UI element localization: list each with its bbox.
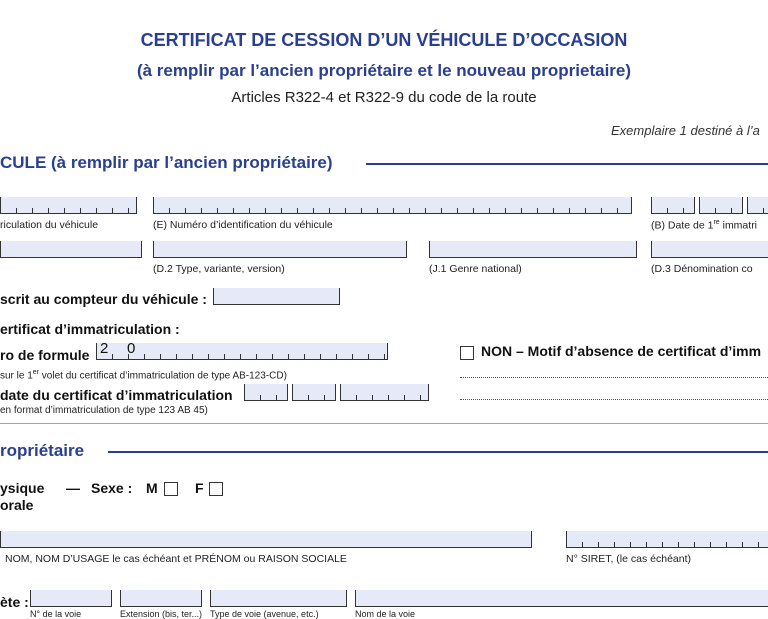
certificat-label: ertificat d’immatriculation : (0, 321, 180, 337)
date-certificat-label: date du certificat d’immatriculation (0, 387, 233, 403)
document-title: CERTIFICAT DE CESSION D’UN VÉHICULE D’OCCASION (140, 30, 628, 50)
date-certificat-hint: en format d’immatriculation de type 123 AB 45) (0, 405, 208, 416)
sexe-label: Sexe : (91, 480, 133, 496)
section-proprietaire-rule (108, 451, 768, 453)
date-certificat-month-field[interactable] (292, 384, 336, 401)
genre-national-field[interactable] (429, 241, 637, 258)
adresse-label: ète : (0, 594, 29, 610)
nom-voie-field[interactable] (355, 590, 768, 607)
date-premiere-label: (B) Date de 1re immatri (651, 219, 758, 232)
date-premiere-year-field[interactable] (747, 197, 768, 214)
immatriculation-label: riculation du véhicule (0, 219, 99, 231)
personne-physique-label: ysique (0, 480, 45, 496)
date-premiere-day-field[interactable] (651, 197, 695, 214)
type-voie-field[interactable] (210, 590, 347, 607)
compteur-label: scrit au compteur du véhicule : (0, 291, 207, 307)
formule-digit: 0 (127, 340, 136, 357)
type-variante-field[interactable] (153, 241, 407, 258)
formule-field[interactable] (96, 343, 388, 360)
immatriculation-field[interactable] (0, 197, 137, 214)
extension-field[interactable] (120, 590, 202, 607)
extension-label: Extension (bis, ter...) (120, 609, 203, 619)
type-variante-label: (D.2 Type, variante, version) (153, 263, 285, 275)
genre-national-label: (J.1 Genre national) (429, 263, 522, 275)
date-premiere-month-field[interactable] (699, 197, 743, 214)
sexe-m-checkbox[interactable] (164, 482, 178, 496)
non-motif-label: NON – Motif d’absence de certificat d’imm (481, 343, 762, 359)
non-checkbox[interactable] (460, 346, 474, 360)
personne-morale-label: orale (0, 497, 34, 513)
marque-field[interactable] (0, 241, 142, 258)
nom-field[interactable] (0, 531, 532, 548)
formule-digit: 2 (100, 340, 109, 357)
compteur-field[interactable] (213, 288, 340, 305)
sexe-m-label: M (146, 480, 158, 496)
section-vehicule-rule (366, 163, 768, 165)
date-certificat-day-field[interactable] (244, 384, 288, 401)
articles-reference: Articles R322-4 et R322-9 du code de la route (231, 89, 537, 106)
sexe-f-label: F (195, 480, 204, 496)
date-certificat-year-field[interactable] (340, 384, 429, 401)
motif-line-1[interactable] (460, 377, 768, 378)
type-voie-label: Type de voie (avenue, etc.) (210, 609, 319, 619)
section-vehicule-title: CULE (à remplir par l’ancien propriétaire) (0, 153, 333, 172)
document-subtitle: (à remplir par l’ancien propriétaire et le nouveau proprietaire) (136, 61, 632, 80)
numero-voie-label: N° de la voie (30, 609, 82, 619)
vin-field[interactable] (153, 197, 632, 214)
sexe-f-checkbox[interactable] (209, 482, 223, 496)
motif-line-2[interactable] (460, 399, 768, 400)
section-proprietaire-title: ropriétaire (0, 441, 85, 460)
denomination-label: (D.3 Dénomination co (651, 263, 753, 275)
numero-voie-field[interactable] (30, 590, 112, 607)
formule-label: ro de formule (0, 347, 90, 363)
denomination-field[interactable] (651, 241, 768, 258)
siret-label: N° SIRET, (le cas échéant) (566, 553, 691, 565)
formule-hint: sur le 1er volet du certificat d’immatriculation de type AB-123-CD) (0, 369, 287, 382)
section-divider (0, 423, 768, 424)
siret-field[interactable] (566, 531, 768, 548)
vin-label: (E) Numéro d’identification du véhicule (153, 219, 333, 231)
exemplaire-note: Exemplaire 1 destiné à l’a (611, 123, 760, 138)
nom-voie-label: Nom de la voie (355, 609, 416, 619)
nom-label: NOM, NOM D’USAGE le cas échéant et PRÉNOM ou RAISON SOCIALE (5, 553, 347, 565)
dash-separator: — (66, 480, 80, 496)
